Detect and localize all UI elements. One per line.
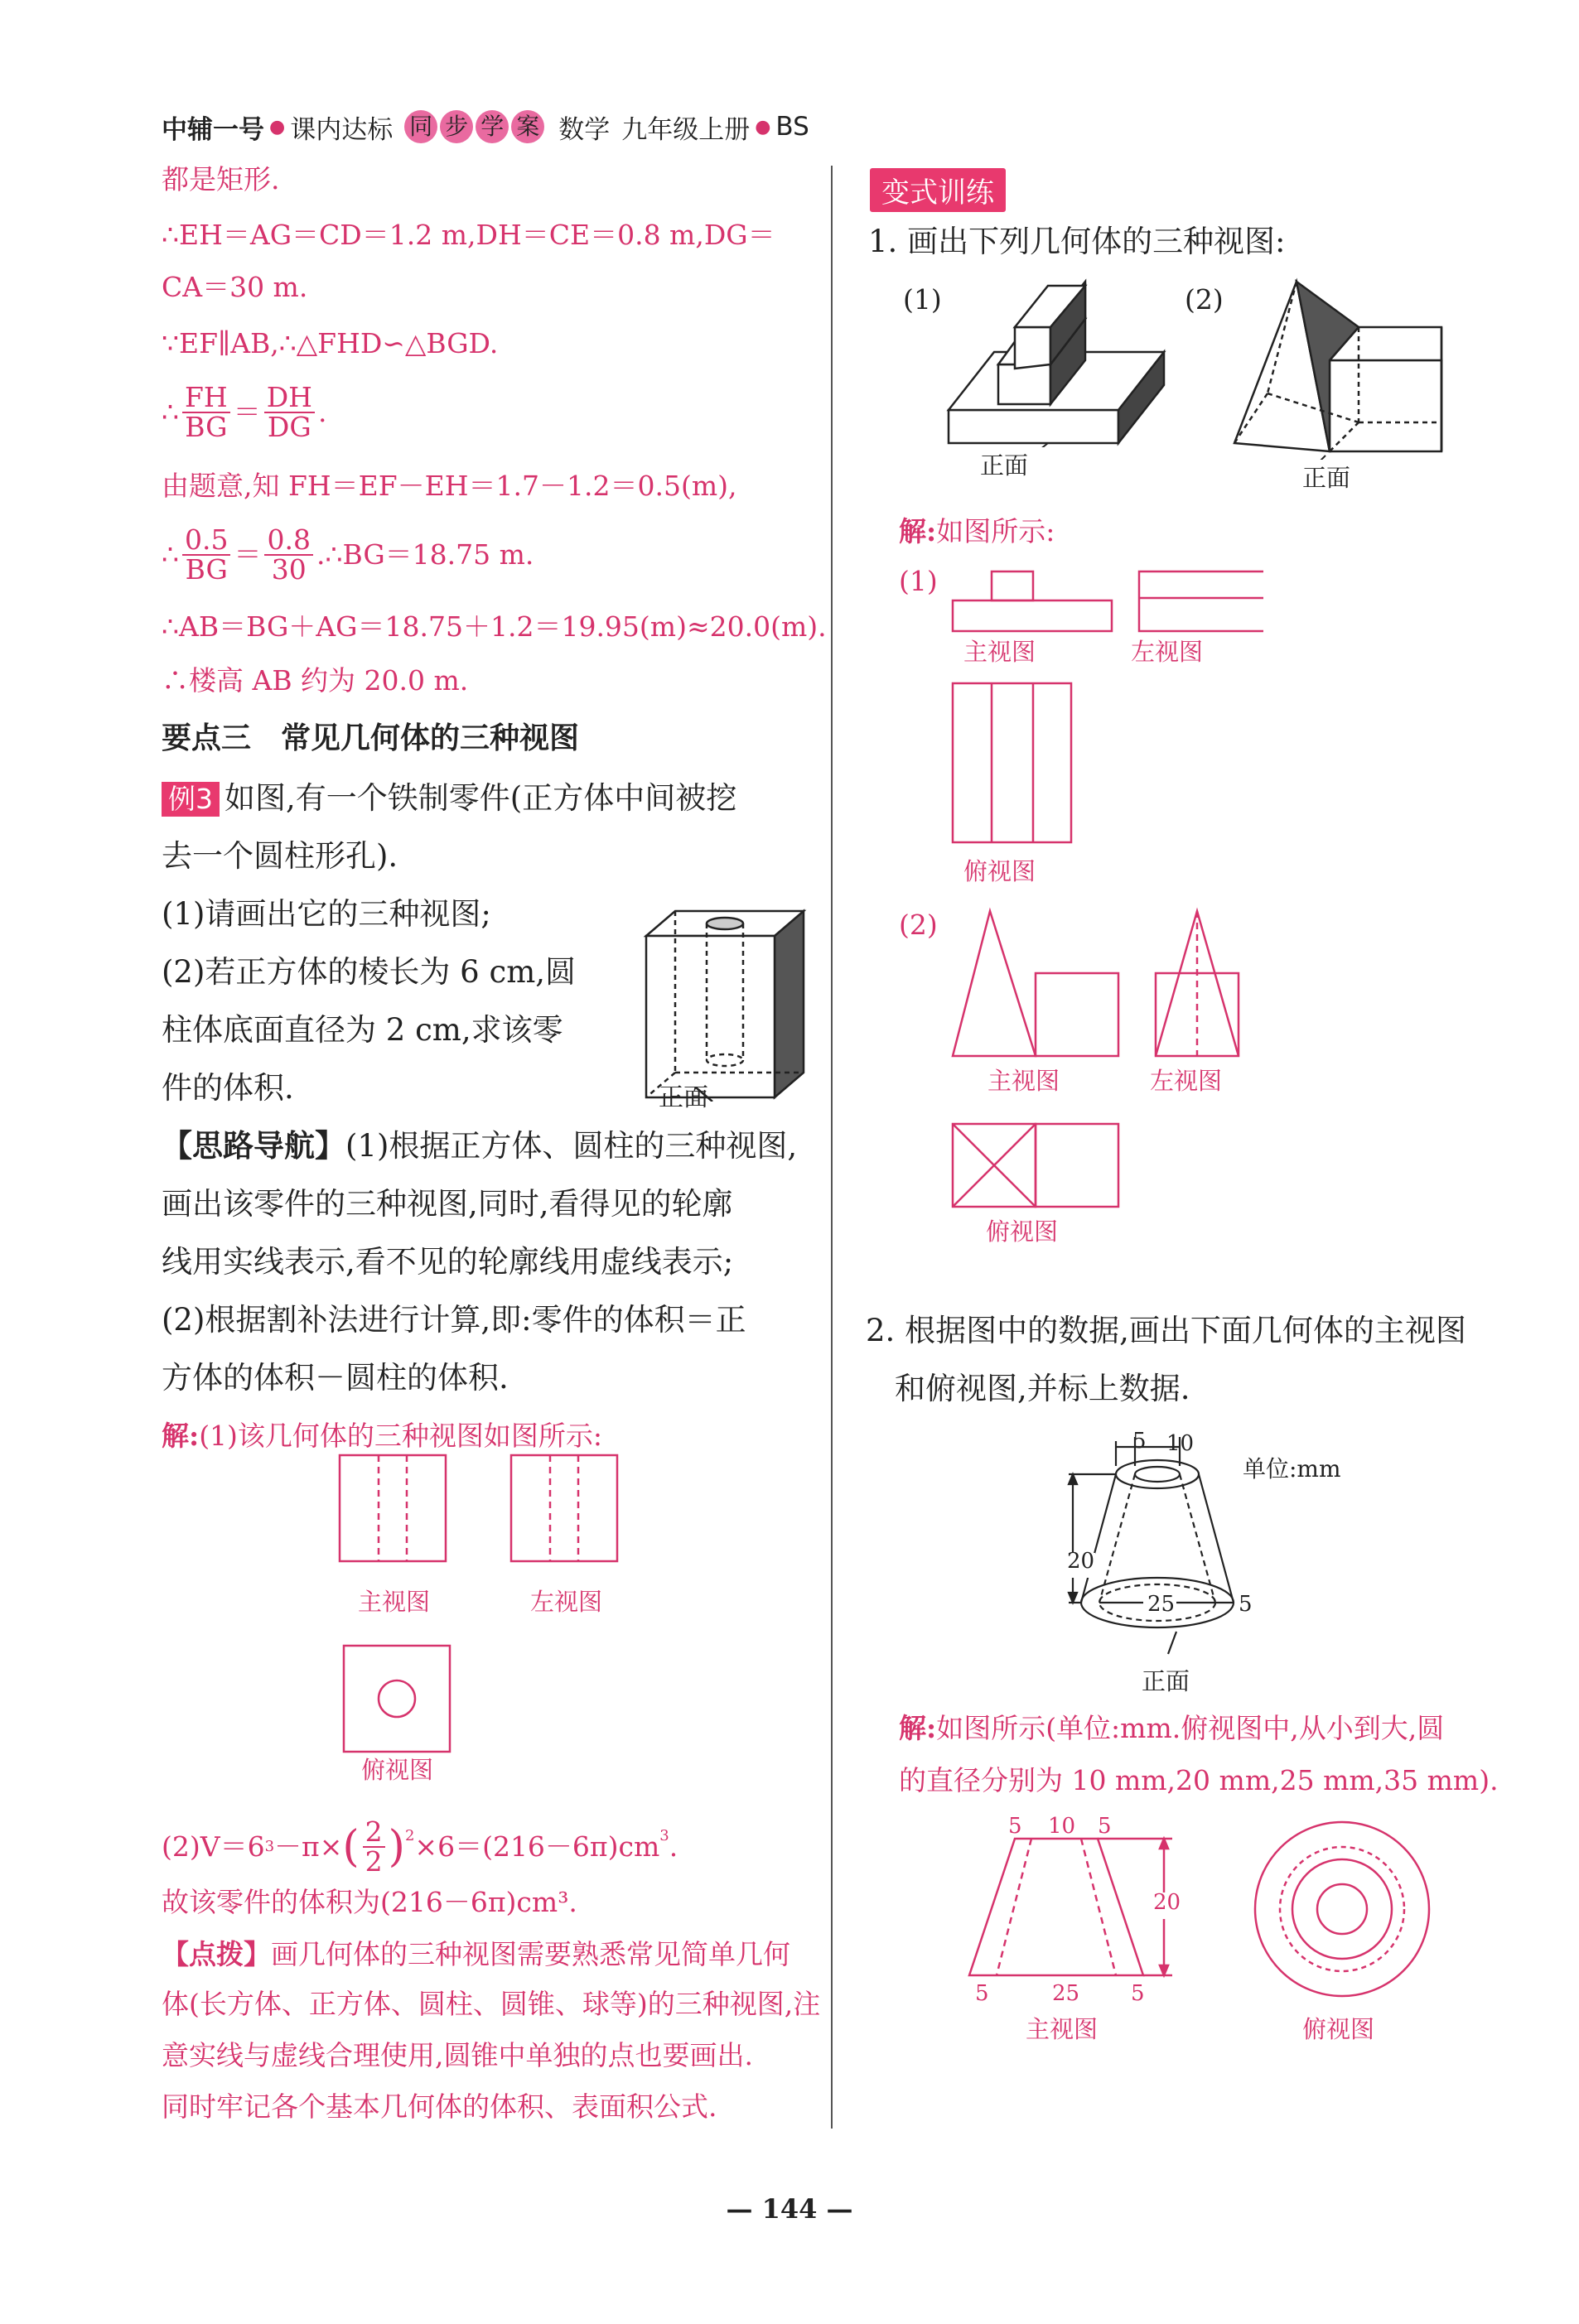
numerator: 0.8: [264, 526, 312, 556]
formula-part: ×6＝(216－6π)cm: [414, 1830, 660, 1863]
text-line: 意实线与虚线合理使用,圆锥中单独的点也要画出.: [162, 2039, 753, 2071]
text-line: 方体的体积－圆柱的体积.: [162, 1360, 509, 1396]
text-line: 如图所示:: [936, 515, 1055, 547]
caption-left-view: 左视图: [530, 1588, 603, 1616]
stepped-solid-figure: [944, 273, 1176, 447]
text-line: ∴楼高 AB 约为 20.0 m.: [162, 664, 469, 697]
text-line: ∴EH＝AG＝CD＝1.2 m,DH＝CE＝0.8 m,DG＝: [162, 219, 775, 251]
dim-label: 25: [1052, 1981, 1080, 2006]
solution-lead: 解:: [899, 515, 937, 547]
solution-line: [162, 1418, 602, 1454]
period: .: [669, 1830, 678, 1863]
text-line: 由题意,知 FH＝EF－EH＝1.7－1.2＝0.5(m),: [162, 470, 737, 502]
caption-top-view: 俯视图: [361, 1756, 434, 1784]
front-label: 正面: [1142, 1667, 1190, 1695]
front-label: 正面: [1302, 464, 1351, 492]
dim-label: 20: [1153, 1890, 1181, 1915]
formula-part: －π×: [274, 1830, 343, 1863]
fraction: [182, 383, 230, 441]
header-bubble: 步: [440, 110, 473, 143]
denominator: BG: [185, 411, 228, 443]
dim-label: 25: [1147, 1592, 1176, 1617]
fraction-line: [162, 523, 534, 586]
volume-formula: [162, 1815, 678, 1878]
caption-top-view: 俯视图: [986, 1217, 1059, 1246]
caption-top-view: 俯视图: [1302, 2015, 1375, 2043]
numerator: FH: [182, 383, 230, 413]
dim-label: 5: [1008, 1814, 1022, 1839]
dim-label: 20: [1067, 1549, 1095, 1574]
part-label: (1): [899, 565, 938, 597]
views-part1: [949, 567, 1263, 849]
text-line: 画出该零件的三种视图,同时,看得见的轮廓: [162, 1186, 733, 1222]
text-line: (1)根据正方体、圆柱的三种视图,: [345, 1128, 798, 1164]
text-line: ∵EF∥AB,∴△FHD∽△BGD.: [162, 327, 499, 359]
text-line: 画几何体的三种视图需要熟悉常见简单几何: [271, 1938, 790, 1970]
page-header: [162, 106, 809, 147]
section-title: 要点三 常见几何体的三种视图: [162, 721, 580, 755]
text-line: 去一个圆柱形孔).: [162, 838, 398, 874]
fraction: [264, 523, 312, 586]
brand-name: 中辅一号: [162, 114, 264, 145]
series-name: 课内达标: [290, 114, 394, 145]
text-line: 的直径分别为 10 mm,20 mm,25 mm,35 mm).: [899, 1764, 1499, 1796]
text-line: 同时牢记各个基本几何体的体积、表面积公式.: [162, 2090, 717, 2123]
header-bubble: 同: [404, 110, 437, 143]
text-line: (2)根据割补法进行计算,即:零件的体积＝正: [162, 1302, 746, 1338]
variant-training-tag: [870, 168, 1006, 212]
edition: BS: [775, 112, 809, 142]
exponent: 3: [264, 1838, 275, 1855]
text-line: .∴BG＝18.75 m.: [316, 538, 534, 571]
tip-line: [162, 1936, 790, 1973]
right-paren: ): [388, 1822, 405, 1872]
subject: 数学: [558, 114, 611, 145]
text-line: (1)该几何体的三种视图如图所示:: [199, 1420, 603, 1452]
text-line: CA＝30 m.: [162, 271, 308, 303]
front-label: 正面: [659, 1083, 708, 1112]
exponent: 2: [404, 1827, 415, 1844]
page-number-value: 144: [761, 2193, 818, 2225]
caption-left-view: 左视图: [1131, 638, 1204, 666]
text-line: 都是矩形.: [162, 163, 280, 195]
numerator: 2: [363, 1818, 385, 1848]
dim-label: 10: [1048, 1814, 1076, 1839]
numerator: DH: [264, 383, 315, 413]
header-dot: ●: [269, 116, 286, 137]
formula-part: (2)V＝6: [162, 1830, 265, 1863]
text-line: (2)若正方体的棱长为 6 cm,圆: [162, 954, 577, 990]
part-label: (1): [903, 283, 942, 316]
example-tag: 例3: [162, 782, 220, 817]
dim-label: 5: [1131, 1981, 1145, 2006]
dim-label: 5: [1098, 1814, 1112, 1839]
text-line: 件的体积.: [162, 1070, 294, 1106]
text-line: 线用实线表示,看不见的轮廓线用虚线表示;: [162, 1244, 734, 1280]
text-line: 柱体底面直径为 2 cm,求该零: [162, 1012, 563, 1048]
solution-lead: 解:: [162, 1420, 200, 1452]
column-divider: [831, 166, 833, 2129]
text-line: 如图,有一个铁制零件(正方体中间被挖: [225, 780, 737, 816]
grade: 九年级上册: [621, 114, 751, 145]
header-bubble: 学: [476, 110, 509, 143]
text-line: 体(长方体、正方体、圆柱、圆锥、球等)的三种视图,注: [162, 1988, 821, 2020]
period: .: [317, 396, 327, 428]
think-tag: 【思路导航】: [162, 1128, 345, 1164]
dim-label: 5: [1239, 1592, 1253, 1617]
page-number: — 144 —: [726, 2193, 853, 2225]
caption-main-view: 主视图: [1026, 2015, 1099, 2043]
caption-top-view: 俯视图: [963, 857, 1036, 885]
dim-label: 5: [1132, 1429, 1147, 1454]
caption-main-view: 主视图: [358, 1588, 431, 1616]
fraction: [182, 523, 230, 586]
caption-main-view: 主视图: [987, 1067, 1060, 1095]
dim-label: 5: [975, 1981, 989, 2006]
solution-line: [899, 513, 1055, 550]
part-label: (2): [1185, 283, 1224, 316]
text-line: 如图所示(单位:mm.俯视图中,从小到大,圆: [936, 1712, 1445, 1744]
therefore-sign: ∴: [162, 538, 179, 571]
solution-line: [899, 1710, 1444, 1747]
text-line: 和俯视图,并标上数据.: [895, 1371, 1190, 1406]
example-line: [162, 780, 736, 817]
training-label: 变式训练: [870, 168, 1006, 212]
caption-main-view: 主视图: [963, 638, 1036, 666]
front-label: 正面: [980, 451, 1029, 480]
numerator: 0.5: [182, 526, 230, 556]
part-label: (2): [899, 909, 938, 941]
header-bubble: 案: [511, 110, 544, 143]
denominator: 30: [271, 553, 307, 586]
cube-with-hole-figure: [638, 899, 820, 1102]
fraction: [363, 1815, 385, 1878]
tip-tag: 【点拨】: [162, 1938, 271, 1970]
therefore-sign: ∴: [162, 396, 179, 428]
text-line: 故该零件的体积为(216－6π)cm³.: [162, 1886, 577, 1918]
fraction-line: [162, 383, 326, 441]
question-2: 2. 根据图中的数据,画出下面几何体的主视图: [866, 1313, 1466, 1348]
denominator: 2: [365, 1845, 383, 1878]
unit-label: 单位:mm: [1243, 1455, 1341, 1483]
solution-lead: 解:: [899, 1712, 937, 1744]
question-1: 1. 画出下列几何体的三种视图:: [868, 224, 1286, 259]
exponent: 3: [659, 1827, 669, 1844]
think-line: [162, 1128, 797, 1164]
pyramid-cube-figure: [1226, 277, 1458, 460]
frustum-views: [961, 1818, 1458, 2008]
left-paren: (: [342, 1822, 360, 1872]
dim-label: 10: [1166, 1431, 1195, 1456]
caption-left-view: 左视图: [1150, 1067, 1223, 1095]
header-dot: ●: [755, 116, 771, 137]
denominator: BG: [185, 553, 228, 586]
text-line: ∴AB＝BG＋AG＝18.75＋1.2＝19.95(m)≈20.0(m).: [162, 610, 827, 643]
equals-sign: ＝: [234, 538, 262, 571]
denominator: DG: [267, 411, 311, 443]
text-line: (1)请画出它的三种视图;: [162, 896, 491, 932]
fraction: [264, 383, 315, 441]
equals-sign: ＝: [233, 396, 261, 428]
